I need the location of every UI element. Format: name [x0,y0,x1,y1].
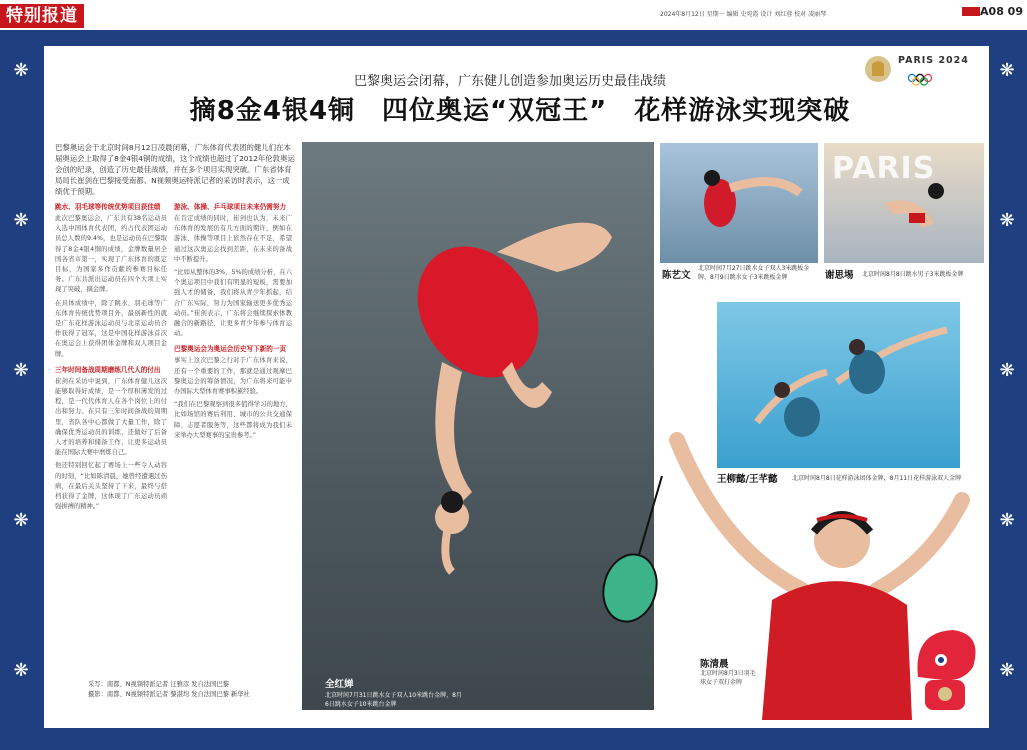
caption-chen-qingchen [700,656,760,687]
headline: 摘8金4银4铜 四位奥运“双冠王” 花样游泳实现突破 [189,96,851,126]
section-tag: 特别报道 [0,4,84,28]
section-heading: 跳水、羽毛球等传统优势项目获佳绩 [55,203,161,211]
phryge-mascot [903,622,983,722]
section-heading: 游泳、体操、乒乓球项目未来仍需努力 [174,203,287,211]
photo-chen-yiwen [660,143,818,263]
paragraph: “我们在巴黎观察到很多值得学习的地方，比如场馆的赛后利用、城市的公共交通保障、志愿者服务等，这些都将成为我们未来举办大型赛事的宝贵参考。” [174,401,292,439]
credit-line: 采写：南都、N视频特派记者 汪雅彦 发自法国巴黎 [88,681,229,688]
top-bar [0,0,1027,30]
text-column-2 [174,197,292,687]
photo-xie-siyi [824,143,984,263]
diver-figure-icon [660,143,818,263]
date-line: 2024年8月12日 星期一 编辑 史宛霞 设计 刘红蓉 校对 凌丽琴 [660,11,827,18]
paragraph: 此次巴黎奥运会，广东共有38名运动员入选中国体育代表团，约占代表团运动员总人数的9.4%，也是运动员在巴黎取得了8金4银4铜的成绩，金牌数量居全国各省市第一，实现了广东体育的既定目标，为国家多作贡献的参赛目标任务。广东共派出运动员在四个大项上实现了突破，摘金牌。 [55,215,167,294]
athlete-name: 谢思埸 [825,270,854,281]
paris-2024-logo [862,52,980,86]
credits [88,680,298,700]
paper-badge [962,7,980,16]
ornament-icon: ❋ [999,660,1015,681]
paris-backdrop: PARIS [832,151,936,186]
ornament-icon: ❋ [999,210,1015,231]
section-heading: 巴黎奥运会为奥运会历史写下新的一页 [174,345,287,354]
ornament-icon: ❋ [13,360,29,381]
credit-line: 摄影：南都、N视频特派记者 黎湛均 发自法国巴黎 新华社 [88,691,250,698]
athlete-name: 全红婵 [325,679,354,690]
mascot-icon [903,622,983,722]
logo-text: PARIS 2024 [898,55,969,66]
photo-caption: 北京时间7月27日跳水女子双人3米跳板金牌，8月9日跳水女子3米跳板金牌 [698,265,810,281]
photo-caption: 北京时间8月3日羽毛球女子双打金牌 [700,670,756,686]
photo-caption: 北京时间8月8日跳水男子3米跳板金牌 [862,271,964,278]
ornament-icon: ❋ [13,660,29,681]
photo-caption: 北京时间8月8日花样游泳团体金牌，8月11日花样游泳双人金牌 [792,475,962,482]
subtitle: 巴黎奥运会闭幕，广东健儿创造参加奥运历史最佳战绩 [353,74,666,89]
photo-caption: 北京时间7月31日跳水女子双人10米跳台金牌，8月6日跳水女子10米跳台金牌 [325,692,462,708]
caption-quan [325,676,465,708]
ornament-icon: ❋ [13,210,29,231]
athlete-name: 王柳懿/王芊懿 [717,474,778,485]
lead-paragraph: 巴黎奥运会于北京时间8月12日凌晨闭幕，广东体育代表团的健儿们在本届奥运会上取得了8金4银4铜的成绩，这个成绩也超过了2012年伦敦奥运会创的纪录，创造了历史最佳战绩，并在多个项目实现突破。广东省体育局局长崔剑在巴黎接受南都、N视频奥运特派记者的采访时表示，这一成绩优于预期。 [55,143,295,196]
paragraph: 事实上这次巴黎之行对于广东体育来说，还有一个重要的工作，那就是通过观摩巴黎奥运会的筹备情况，为广东将来可能申办国际大型体育赛事积累经验。 [174,357,292,396]
paragraph: 在具体成绩中，除了跳水、羽毛球等广东体育传统优势项目外，最创新性的就是广东花样游泳运动员与北京运动员合作获得了冠军，这是中国花样游泳首次在奥运会上获得团体金牌和双人项目金牌。 [55,299,167,358]
paragraph: 在肯定成绩的同时，崔剑也认为，未来广东体育的发展仍有几方面的期许，例如在游泳、体操等项目上依然存在不足，希望通过这次奥运会找到差距，在未来的备战中不断提升。 [174,215,292,263]
section-heading: 三年时间备战周期磨练几代人的付出 [55,365,161,374]
ornament-icon: ❋ [999,60,1015,81]
page-number: A08 09 [980,5,1023,18]
paragraph: 他还特别回忆起了赛场上一些令人动容的时刻，“比如陈清晨，她曾经遭遇过伤病，在最后关头坚持了下来，最终与搭档获得了金牌，这体现了广东运动员顽强拼搏的精神。” [55,462,167,511]
athlete-name: 陈清晨 [700,659,729,670]
ornament-icon: ❋ [999,360,1015,381]
text-column-1 [55,197,167,687]
ornament-icon: ❋ [13,510,29,531]
ornament-icon: ❋ [13,60,29,81]
ornament-icon: ❋ [999,510,1015,531]
athlete-name: 陈艺文 [662,270,691,281]
paragraph: 崔剑在采访中说到，广东体育健儿这次能够取得好成绩，是一个厚积薄发的过程，是一代代体育人在各个岗位上的付出和努力。在只有三年时间备战的周期里，省队各中心都做了大量工作，除了确保优秀运动员的训练，还做好了后备人才的培养和储备工作，让更多运动员能在国际大赛中磨炼自己。 [55,377,167,457]
paragraph: “比如从整体的3%、5%的成绩分析，在六个奥运项目中我们有明显的短板，需要加强人才的储备，我们将从青少年抓起，结合广东实际，努力为国家输送更多优秀运动员。”崔剑表示，广东将会继续探索体教融合的新路径，让更多青少年参与体育运动。 [174,269,292,338]
